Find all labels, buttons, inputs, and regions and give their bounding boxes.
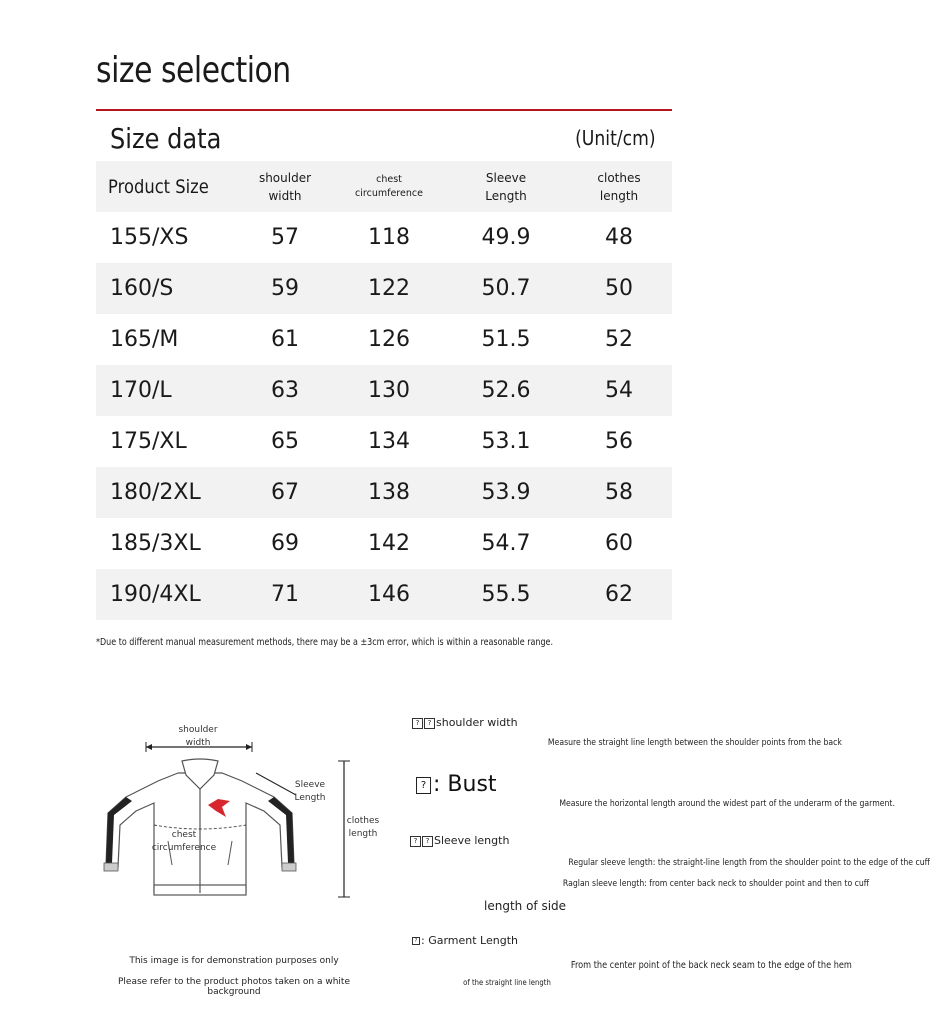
number-icon: ? bbox=[412, 937, 420, 945]
cell-chest: 118 bbox=[368, 225, 410, 250]
cell-length: 52 bbox=[605, 327, 633, 352]
table-title: Size data bbox=[110, 122, 222, 155]
cell-length: 50 bbox=[605, 276, 633, 301]
def-garment-text-2: of the straight line length bbox=[463, 978, 551, 987]
cell-shoulder: 57 bbox=[271, 225, 299, 250]
jacket-outline bbox=[106, 759, 294, 895]
cell-sleeve: 55.5 bbox=[481, 582, 531, 607]
table-row bbox=[96, 467, 672, 518]
number-icon: ? bbox=[410, 836, 421, 847]
cell-shoulder: 61 bbox=[271, 327, 299, 352]
def-sleeve-text-2: Raglan sleeve length: from center back neck to shoulder point and then to cuff bbox=[562, 879, 870, 889]
page-title: size selection bbox=[96, 50, 291, 91]
number-icon: ? bbox=[412, 718, 423, 729]
cell-length: 56 bbox=[605, 429, 633, 454]
diagram-clothes-label: clothes length bbox=[346, 816, 380, 839]
number-icon: ? bbox=[424, 718, 435, 729]
cell-size: 175/XL bbox=[110, 429, 187, 454]
def-sleeve-text-1: Regular sleeve length: the straight-line length from the shoulder point to the edge of the cuff bbox=[568, 858, 930, 868]
cell-shoulder: 63 bbox=[271, 378, 299, 403]
header-shoulder-width: shoulder width bbox=[258, 170, 312, 203]
unit-label: (Unit/cm) bbox=[575, 126, 656, 150]
cell-size: 170/L bbox=[110, 378, 172, 403]
def-bust-heading: ? : Bust bbox=[416, 772, 497, 797]
table-row bbox=[96, 518, 672, 569]
measurement-note: *Due to different manual measurement methods, there may be a ±3cm error, which is within a reasonable range. bbox=[96, 637, 554, 648]
cell-length: 60 bbox=[605, 531, 633, 556]
cell-sleeve: 50.7 bbox=[481, 276, 531, 301]
cell-sleeve: 53.1 bbox=[481, 429, 531, 454]
def-shoulder-heading: ? ? shoulder width bbox=[412, 716, 518, 729]
def-side-length: length of side bbox=[484, 899, 567, 913]
title-divider bbox=[96, 109, 672, 111]
cell-sleeve: 52.6 bbox=[481, 378, 531, 403]
header-chest-circumference: chest circumference bbox=[355, 173, 423, 199]
cell-length: 58 bbox=[605, 480, 633, 505]
cell-length: 62 bbox=[605, 582, 633, 607]
cell-sleeve: 49.9 bbox=[481, 225, 531, 250]
cell-shoulder: 59 bbox=[271, 276, 299, 301]
table-row bbox=[96, 416, 672, 467]
def-sleeve-heading: ? ? Sleeve length bbox=[410, 834, 509, 847]
cell-size: 190/4XL bbox=[110, 582, 201, 607]
jacket-diagram bbox=[96, 715, 372, 915]
cell-chest: 134 bbox=[368, 429, 410, 454]
table-row bbox=[96, 569, 672, 620]
table-row bbox=[96, 365, 672, 416]
disclaimer-line-1: This image is for demonstration purposes only bbox=[129, 956, 339, 966]
def-shoulder-text: Measure the straight line length between the shoulder points from the back bbox=[547, 738, 842, 748]
cell-length: 48 bbox=[605, 225, 633, 250]
header-clothes-length: clothes length bbox=[597, 170, 641, 203]
cell-chest: 138 bbox=[368, 480, 410, 505]
cell-size: 185/3XL bbox=[110, 531, 201, 556]
cell-shoulder: 71 bbox=[271, 582, 299, 607]
cell-sleeve: 54.7 bbox=[481, 531, 531, 556]
cell-shoulder: 67 bbox=[271, 480, 299, 505]
cell-chest: 126 bbox=[368, 327, 410, 352]
table-row bbox=[96, 263, 672, 314]
cell-size: 155/XS bbox=[110, 225, 189, 250]
diagram-shoulder-label: shoulder width bbox=[178, 725, 218, 748]
cell-sleeve: 51.5 bbox=[481, 327, 531, 352]
cell-size: 160/S bbox=[110, 276, 174, 301]
cell-size: 180/2XL bbox=[110, 480, 201, 505]
cell-chest: 130 bbox=[368, 378, 410, 403]
cell-chest: 146 bbox=[368, 582, 410, 607]
disclaimer-line-2: Please refer to the product photos taken on a white background bbox=[117, 977, 350, 997]
number-icon: ? bbox=[422, 836, 433, 847]
cell-chest: 142 bbox=[368, 531, 410, 556]
diagram-chest-label: chest circumference bbox=[151, 830, 217, 853]
cell-length: 54 bbox=[605, 378, 633, 403]
cell-chest: 122 bbox=[368, 276, 410, 301]
cell-size: 165/M bbox=[110, 327, 179, 352]
table-row bbox=[96, 314, 672, 365]
size-table bbox=[96, 161, 672, 620]
cell-shoulder: 69 bbox=[271, 531, 299, 556]
header-sleeve-length: Sleeve Length bbox=[485, 170, 527, 203]
table-row bbox=[96, 212, 672, 263]
cell-sleeve: 53.9 bbox=[481, 480, 531, 505]
header-product-size: Product Size bbox=[108, 175, 209, 198]
def-bust-text: Measure the horizontal length around the widest part of the underarm of the garment. bbox=[559, 799, 895, 809]
table-header-row bbox=[96, 161, 672, 212]
def-garment-heading: ? : Garment Length bbox=[412, 934, 518, 947]
number-icon: ? bbox=[416, 777, 431, 794]
diagram-sleeve-label: Sleeve Length bbox=[294, 780, 326, 803]
cell-shoulder: 65 bbox=[271, 429, 299, 454]
def-garment-text-1: From the center point of the back neck seam to the edge of the hem bbox=[570, 960, 852, 971]
